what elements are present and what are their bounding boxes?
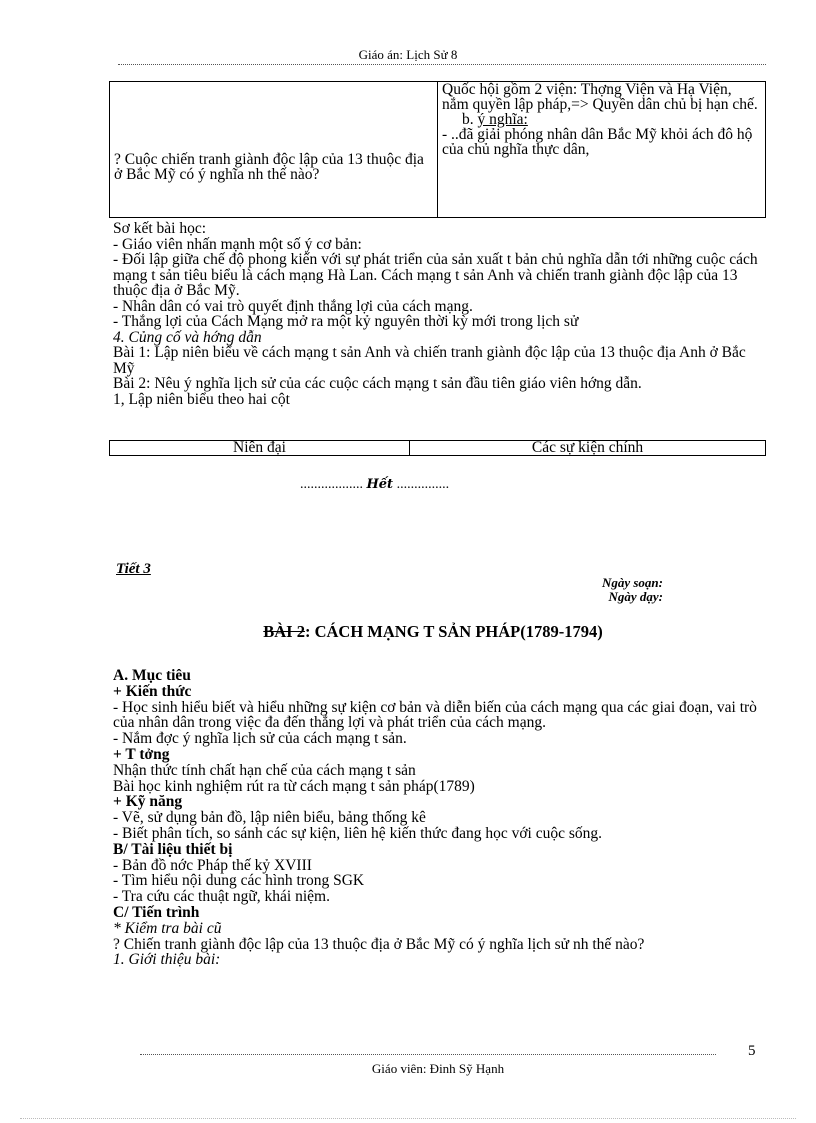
table-answer-line2: - ..đã giải phóng nhân dân Bắc Mỹ khỏi ách đô hộ của chủ nghĩa thực dân, [442,126,753,158]
date-prepare: Ngày soạn: [601,575,663,590]
page-break-line [20,1118,796,1119]
table-answer-line1: Quốc hội gồm 2 viện: Thợng Viện và Hạ Viện, nắm quyền lập pháp,=> Quyền dân chủ bị hạn chế. [442,81,758,113]
thought-line: Bài học kinh nghiệm rút ra từ cách mạng t sản pháp(1789) [113,777,475,795]
summary-line: - Nhân dân có vai trò quyết định thắng lợi của cách mạng. [113,297,473,315]
summary-line: - Thắng lợi của Cách Mạng mở ra một kỷ nguyên thời kỳ mới trong lịch sử [113,313,579,330]
skills-heading: + Kỹ năng [113,793,183,811]
materials-line: - Tra cứu các thuật ngữ, khái niệm. [113,888,330,906]
materials-line: - Tìm hiểu nội dung các hình trong SGK [113,872,365,890]
section-c-heading: C/ Tiến trình [113,903,200,921]
table-answer-subheading [442,112,761,127]
knowledge-line: - Học sinh hiểu biết và hiểu những sự kiện cơ bản và diễn biến của cách mạng qua các giai đoạn, vai trò của nhân dân trong việc đa đến thắng lợi và phát triển của cách mạng. [113,698,757,732]
check-question: ? Chiến tranh giành độc lập của 13 thuộc địa ở Bắc Mỹ có ý nghĩa lịch sử nh thế nào? [113,935,645,953]
timeline-col-year: Niên đại [110,441,410,456]
thought-heading: + T tởng [113,745,170,763]
footer-divider [140,1054,716,1055]
header-divider [118,64,766,65]
section-a-heading: A. Mục tiêu [113,667,191,684]
end-dots-right: ............... [396,477,450,492]
date-teach: Ngày dạy: [608,589,663,604]
skills-line: - Vẽ, sử dụng bản đồ, lập niên biểu, bảng thống kê [113,809,426,827]
summary-line: - Đối lập giữa chế độ phong kiến với sự phát triển của sản xuất t bản chủ nghĩa dẫn tới những cuộc cách mạng t sản tiêu biểu là cách mạng Hà Lan. Cách mạng t sản Anh và chiến tranh giành độc lập của 13 thuộc địa ở Bắc Mỹ. [113,251,758,299]
subheading-title: ý nghĩa: [477,111,528,128]
summary-line: Sơ kết bài học: [113,220,206,237]
end-word: Hết [366,477,394,492]
knowledge-line: - Nắm đợc ý nghĩa lịch sử của cách mạng t sản. [113,730,407,748]
end-mark [300,477,449,493]
lesson-title-rest: : CÁCH MẠNG T SẢN PHÁP(1789-1794) [304,622,603,641]
page-header-title: Giáo án: Lịch Sử 8 [358,47,458,62]
lesson-table [109,81,766,218]
subheading-label: b. [462,111,478,128]
exercise-line: Bài 1: Lập niên biểu về cách mạng t sản Anh và chiến tranh giành độc lập của 13 thuộc địa Anh ở Bắc Mỹ [113,344,746,377]
summary-line: - Giáo viên nhấn mạnh một số ý cơ bản: [113,235,362,253]
consolidation-heading: 4. Củng cố và hớng dẫn [113,328,262,346]
exercise-line: 1, Lập niên biểu theo hai cột [113,390,290,408]
date-block [560,576,663,604]
materials-line: - Bản đồ nớc Pháp thế kỷ XVIII [113,856,312,874]
timeline-table [109,440,766,456]
knowledge-heading: + Kiến thức [113,682,192,700]
section-b-heading: B/ Tài liệu thiết bị [113,840,233,858]
period-label: Tiết 3 [116,561,151,577]
skills-line: - Biết phân tích, so sánh các sự kiện, liên hệ kiến thức đang học với cuộc sống. [113,824,603,842]
check-heading: * Kiểm tra bài cũ [113,919,222,937]
end-dots-left: .................. [300,477,363,492]
lesson-title-prefix: BÀI 2 [263,622,305,641]
table-question: ? Cuộc chiến tranh giành độc lập của 13 thuộc địa ở Bắc Mỹ có ý nghĩa nh thế nào? [114,151,424,183]
summary-block [113,221,763,407]
exercise-line: Bài 2: Nêu ý nghĩa lịch sử của các cuộc cách mạng t sản đầu tiên giáo viên hớng dẫn. [113,375,642,392]
footer-teacher: Giáo viên: Đinh Sỹ Hạnh [371,1061,505,1076]
lesson-content [113,668,763,968]
thought-line: Nhận thức tính chất hạn chế của cách mạng t sản [113,761,416,779]
page-number: 5 [748,1043,756,1059]
timeline-col-events: Các sự kiện chính [410,441,766,456]
table-question-cell [110,82,438,218]
intro-heading: 1. Giới thiệu bài: [113,951,221,969]
table-answer-cell [438,82,766,218]
lesson-title [0,622,816,642]
